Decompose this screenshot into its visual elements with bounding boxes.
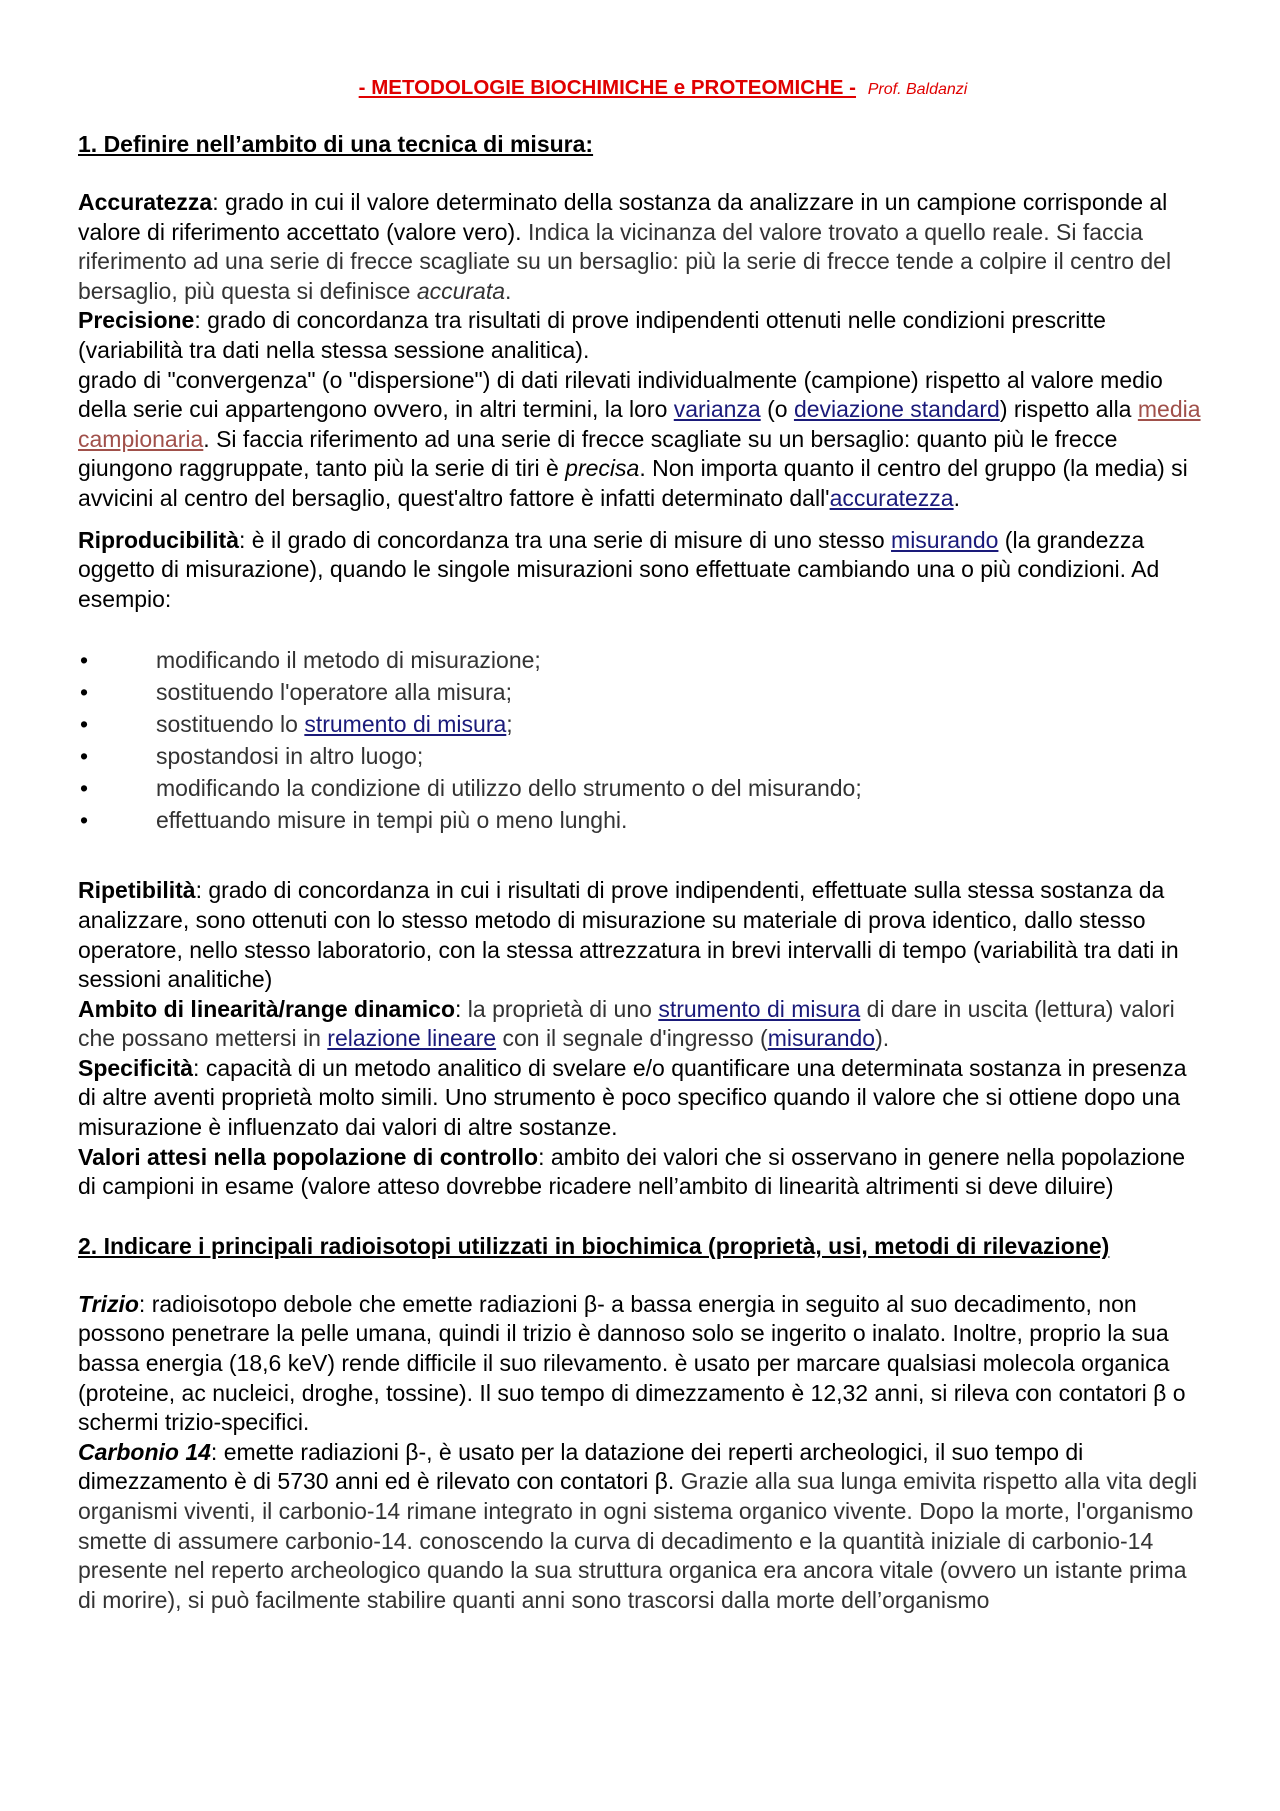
document-page [78,76,1208,1615]
link-strumento-di-misura[interactable]: strumento di misura [304,711,507,738]
link-misurando-2[interactable]: misurando [767,1025,876,1052]
paragraph-specificita [78,1054,1208,1143]
paragraph-trizio [78,1290,1208,1438]
bullet-3-text-b: ; [506,711,513,738]
paragraph-riproducibilita [78,526,1208,615]
precisione-text-3: (o [760,396,794,423]
list-item: • modificando il metodo di misurazione; [78,644,1208,676]
list-item: • modificando la condizione di utilizzo dello strumento o del misurando; [78,772,1208,804]
question-2-heading: 2. Indicare i principali radioisotopi utilizzati in biochimica (proprietà, usi, metodi di rilevazione) [78,1232,1110,1259]
document-header [118,76,1208,100]
term-accuratezza: Accuratezza [78,189,213,215]
link-media-campionaria[interactable]: media campionaria [78,396,1201,452]
paragraph-accuratezza [78,188,1208,306]
link-relazione-lineare[interactable]: relazione lineare [327,1025,497,1052]
term-specificita: Specificità [78,1054,194,1081]
document-title: - METODOLOGIE BIOCHIMICHE e PROTEOMICHE - [358,76,857,99]
precisione-em: precisa [565,455,640,482]
paragraph-precisione [78,306,1208,365]
link-accuratezza[interactable]: accuratezza [829,484,954,511]
accuratezza-text-2: Indica la vicinanza del valore trovato a quello reale. Si faccia riferimento ad una serie di frecce scagliate su un bersaglio: più la serie di frecce tende a colpire il centro del bersaglio, più questa si definisce [78,218,1172,304]
list-item: • sostituendo l'operatore alla misura; [78,676,1208,708]
list-item [78,708,1208,740]
question-1-heading: 1. Definire nell’ambito di una tecnica di misura: [78,131,594,157]
list-item: • spostandosi in altro luogo; [78,740,1208,772]
accuratezza-em: accurata [416,277,506,304]
term-valori-attesi: Valori attesi nella popolazione di controllo [78,1143,539,1170]
accuratezza-text-3: . [505,277,512,304]
precisione-text-6: . Non importa quanto il centro del gruppo (la media) si avvicini al centro del bersaglio, quest'altro fattore è infatti determinato dall' [78,455,1188,511]
paragraph-valori-attesi [78,1143,1208,1202]
term-trizio: Trizio [78,1290,139,1317]
term-linearita: Ambito di linearità/range dinamico [78,995,456,1022]
ripetibilita-text-1: : grado di concordanza in cui i risultati di prove indipendenti, effettuate sulla stessa sostanza da analizzare, sono ottenuti con lo stesso metodo di misurazione su materiale di prova identico, dallo stesso operatore, nello stesso laboratorio, con la stessa attrezzatura in brevi intervalli di tempo (variabilità tra dati in sessioni analitiche) [78,877,1179,993]
paragraph-carbonio [78,1438,1208,1616]
link-varianza[interactable]: varianza [673,396,761,423]
professor-name: Prof. Baldanzi [867,81,968,98]
carbonio-text-1: : emette radiazioni β-, è usato per la datazione dei reperti archeologici, il suo tempo di dimezzamento è di 5730 anni ed è rilevato con contatori β. [78,1438,1084,1495]
specificita-text-1: : capacità di un metodo analitico di svelare e/o quantificare una determinata sostanza in presenza di altre aventi proprietà molto simili. Uno strumento è poco specifico quando il valore che si ottiene dopo una misurazione è influenzato dai valori di altre sostanze. [78,1054,1187,1141]
linearita-text-1: : [455,995,468,1022]
term-riproducibilita: Riproducibilità [78,526,239,553]
valori-text-1: : ambito dei valori che si osservano in genere nella popolazione di campioni in esame (valore atteso dovrebbe ricadere nell’ambito di linearità altrimenti si deve diluire) [78,1143,1186,1200]
link-strumento-di-misura-2[interactable]: strumento di misura [658,995,861,1022]
carbonio-text-2: Grazie alla sua lunga emivita rispetto alla vita degli organismi viventi, il carbonio-14 rimane integrato in ogni sistema organico vivente. Dopo la morte, l'organismo smette di assumere carbonio-14. conoscendo la curva di decadimento e la quantità iniziale di carbonio-14 presente nel reperto archeologico quando la sua struttura organica era ancora vitale (ovvero un istante prima di morire), si può facilmente stabilire quanti anni sono trascorsi dalla morte dell’organismo [78,1468,1198,1613]
link-misurando[interactable]: misurando [891,526,999,553]
linearita-text-2: la proprietà di uno [467,995,659,1022]
precisione-text-4: ) rispetto alla [999,396,1138,423]
linearita-text-4: con il segnale d'ingresso ( [496,1025,768,1052]
list-item: • effettuando misure in tempi più o meno lunghi. [78,804,1208,836]
linearita-text-3: di dare in uscita (lettura) valori che possano mettersi in [78,995,1175,1052]
bullet-3-text-a: sostituendo lo [156,711,305,738]
accuratezza-text-1: : grado in cui il valore determinato della sostanza da analizzare in un campione corrisponde al valore di riferimento accettato (valore vero). [78,189,1168,245]
precisione-text-5: . Si faccia riferimento ad una serie di frecce scagliate su un bersaglio: quanto più le frecce giungono raggruppate, tanto più la serie di tiri è [78,425,1118,482]
riproducibilita-text-2: (la grandezza oggetto di misurazione), quando le singole misurazioni sono effettuate cambiando una o più condizioni. Ad esempio: [78,526,1160,612]
precisione-text-7: . [953,484,960,511]
precisione-text-2: grado di "convergenza" (o "dispersione") di dati rilevati individualmente (campione) rispetto al valore medio della serie cui appartengono ovvero, in altri termini, la loro [78,366,1163,423]
trizio-text-1: : radioisotopo debole che emette radiazioni β- a bassa energia in seguito al suo decadimento, non possono penetrare la pelle umana, quindi il trizio è dannoso solo se ingerito o inalato. Inoltre, proprio la sua bassa energia (18,6 keV) rende difficile il suo rilevamento. è usato per marcare qualsiasi molecola organica (proteine, ac nucleici, droghe, tossine). Il suo tempo di dimezzamento è 12,32 anni, si rileva con contatori β o schermi trizio-specifici. [78,1290,1186,1436]
link-deviazione-standard[interactable]: deviazione standard [793,396,1000,423]
riproducibilita-text-1: : è il grado di concordanza tra una serie di misure di uno stesso [239,526,892,553]
term-ripetibilita: Ripetibilità [78,877,196,904]
conditions-list [78,644,1208,836]
paragraph-linearita [78,995,1208,1054]
paragraph-ripetibilita [78,876,1208,994]
linearita-text-5: ). [875,1025,890,1052]
precisione-text-1: : grado di concordanza tra risultati di prove indipendenti ottenuti nelle condizioni prescritte (variabilità tra dati nella stessa sessione analitica). [78,307,1106,363]
term-carbonio-14: Carbonio 14 [78,1438,211,1465]
paragraph-precisione-2 [78,366,1208,514]
term-precisione: Precisione [78,307,195,334]
